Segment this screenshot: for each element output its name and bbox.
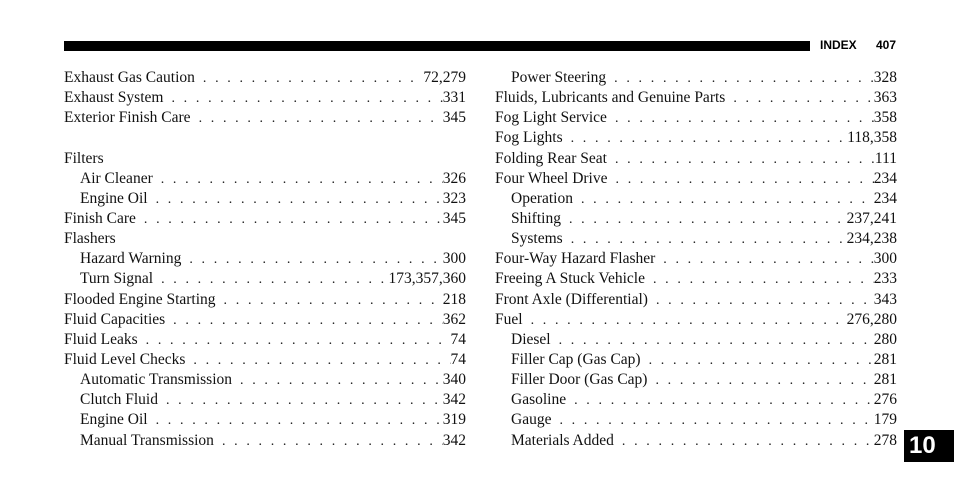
dot-leader (153, 270, 388, 289)
index-page-ref: 280 (873, 330, 897, 348)
dot-leader (573, 190, 874, 209)
index-entry (495, 249, 897, 269)
chapter-number: 10 (909, 432, 936, 459)
index-entry (495, 290, 897, 310)
dot-leader (607, 109, 874, 128)
index-page-ref: 234 (873, 169, 897, 187)
index-page-ref: 276,280 (846, 310, 897, 328)
dot-leader (136, 210, 443, 229)
index-page-ref: 234,238 (846, 230, 897, 248)
dot-leader (606, 69, 874, 88)
index-page-ref: 300 (873, 250, 897, 268)
index-subentry (495, 370, 897, 390)
index-entry (495, 310, 897, 330)
index-term: Fluid Capacities (64, 310, 166, 328)
index-page-ref: 331 (442, 89, 466, 107)
index-term: Fog Lights (495, 129, 563, 147)
dot-leader (214, 432, 443, 451)
index-entry (64, 108, 466, 128)
dot-leader (563, 129, 848, 148)
dot-leader (566, 391, 874, 410)
index-page-ref: 363 (873, 89, 897, 107)
dot-leader (191, 109, 443, 128)
index-spacer (64, 128, 466, 148)
index-term: Fog Light Service (495, 109, 607, 127)
chapter-tab (904, 430, 954, 462)
index-page-ref: 342 (442, 431, 466, 449)
index-page-ref: 300 (442, 250, 466, 268)
dot-leader (523, 311, 847, 330)
index-term: Fluid Level Checks (64, 350, 186, 368)
index-page-ref: 328 (873, 69, 897, 86)
dot-leader (645, 270, 874, 289)
index-page-ref: 72,279 (423, 69, 466, 86)
dot-leader (641, 351, 874, 370)
index-page-ref: 118,358 (847, 129, 897, 147)
index-term: Exhaust System (64, 89, 164, 107)
index-term: Flooded Engine Starting (64, 290, 216, 308)
index-subentry (495, 209, 897, 229)
dot-leader (148, 190, 443, 209)
index-page-ref: 218 (442, 290, 466, 308)
dot-leader (648, 291, 874, 310)
index-subentry (495, 330, 897, 350)
dot-leader (647, 371, 873, 390)
dot-leader (216, 291, 443, 310)
index-term: Hazard Warning (80, 250, 182, 268)
index-term: Automatic Transmission (80, 371, 233, 389)
index-subentry (64, 249, 466, 269)
index-entry (64, 310, 466, 330)
dot-leader (153, 170, 443, 189)
dot-leader (551, 331, 874, 350)
dot-leader (608, 170, 874, 189)
header-rule (64, 41, 810, 51)
index-page-ref: 173,357,360 (388, 270, 466, 288)
dot-leader (614, 432, 874, 451)
index-term: Manual Transmission (80, 431, 214, 449)
index-page-ref: 281 (873, 371, 897, 389)
dot-leader (181, 250, 442, 269)
index-term: Operation (511, 189, 573, 207)
index-entry (64, 229, 466, 249)
dot-leader (232, 371, 443, 390)
index-entry (495, 169, 897, 189)
index-term: Finish Care (64, 209, 136, 227)
index-term: Filler Door (Gas Cap) (511, 371, 648, 389)
index-term: Diesel (511, 330, 551, 348)
index-term: Four-Way Hazard Flasher (495, 250, 656, 268)
index-term: Fluids, Lubricants and Genuine Parts (495, 89, 726, 107)
index-term: Filters (64, 149, 104, 167)
index-page-ref: 281 (873, 350, 897, 368)
index-subentry (64, 370, 466, 390)
index-entry (64, 350, 466, 370)
index-subentry (495, 229, 897, 249)
dot-leader (138, 331, 451, 350)
index-entry (495, 269, 897, 289)
index-page-ref: 234 (873, 189, 897, 207)
index-term: Gasoline (511, 391, 567, 409)
index-subentry (495, 431, 897, 451)
index-column-right (495, 68, 897, 451)
dot-leader (655, 250, 873, 269)
index-term: Fuel (495, 310, 523, 328)
index-page-ref: 358 (873, 109, 897, 127)
dot-leader (561, 210, 847, 229)
index-entry (64, 149, 466, 169)
index-term: Systems (511, 230, 563, 248)
index-term: Fluid Leaks (64, 330, 138, 348)
index-page-ref: 362 (442, 310, 466, 328)
index-subentry (64, 169, 466, 189)
dot-leader (725, 89, 873, 108)
index-page-ref: 323 (442, 189, 466, 207)
index-entry (64, 330, 466, 350)
index-term: Four Wheel Drive (495, 169, 608, 187)
index-entry (495, 128, 897, 148)
index-term: Front Axle (Differential) (495, 290, 648, 308)
index-term: Engine Oil (80, 189, 148, 207)
index-entry (64, 88, 466, 108)
section-label: INDEX (820, 38, 857, 52)
index-subentry (495, 350, 897, 370)
dot-leader (607, 150, 875, 169)
index-term: Exterior Finish Care (64, 109, 191, 127)
index-entry (64, 68, 466, 88)
index-subentry (495, 68, 897, 88)
index-page-ref: 319 (442, 411, 466, 429)
index-term: Power Steering (511, 69, 607, 86)
index-term: Folding Rear Seat (495, 149, 607, 167)
index-subentry (495, 410, 897, 430)
index-page-ref: 326 (442, 169, 466, 187)
dot-leader (148, 411, 443, 430)
index-page-ref: 111 (874, 149, 897, 167)
index-entry (495, 88, 897, 108)
index-term: Materials Added (511, 431, 614, 449)
index-page-ref: 345 (442, 209, 466, 227)
index-subentry (495, 390, 897, 410)
index-page-ref: 179 (873, 411, 897, 429)
dot-leader (163, 89, 442, 108)
index-term: Turn Signal (80, 270, 154, 288)
index-column-left (64, 68, 466, 451)
dot-leader (185, 351, 450, 370)
index-term: Freeing A Stuck Vehicle (495, 270, 645, 288)
index-term: Exhaust Gas Caution (64, 69, 195, 86)
index-subentry (495, 189, 897, 209)
index-page-ref: 340 (442, 371, 466, 389)
index-term: Engine Oil (80, 411, 148, 429)
index-page-ref: 237,241 (846, 209, 897, 227)
index-term: Gauge (511, 411, 552, 429)
index-entry (64, 290, 466, 310)
dot-leader (195, 69, 424, 88)
index-subentry (64, 269, 466, 289)
index-page-ref: 276 (873, 391, 897, 409)
index-page-ref: 343 (873, 290, 897, 308)
index-subentry (64, 410, 466, 430)
index-term: Shifting (511, 209, 561, 227)
dot-leader (165, 311, 443, 330)
index-page-ref: 342 (442, 391, 466, 409)
dot-leader (563, 230, 847, 249)
dot-leader (158, 391, 443, 410)
index-page-ref: 278 (873, 431, 897, 449)
index-entry (495, 108, 897, 128)
index-entry (64, 209, 466, 229)
index-page-ref: 74 (450, 350, 466, 368)
index-entry (495, 149, 897, 169)
index-term: Flashers (64, 230, 116, 248)
index-subentry (64, 431, 466, 451)
index-page-ref: 74 (450, 330, 466, 348)
index-term: Filler Cap (Gas Cap) (511, 350, 641, 368)
index-term: Clutch Fluid (80, 391, 158, 409)
index-subentry (64, 390, 466, 410)
dot-leader (551, 411, 873, 430)
index-term: Air Cleaner (80, 169, 153, 187)
index-page-ref: 345 (442, 109, 466, 127)
index-page-ref: 233 (873, 270, 897, 288)
page-number: 407 (876, 38, 897, 52)
index-subentry (64, 189, 466, 209)
